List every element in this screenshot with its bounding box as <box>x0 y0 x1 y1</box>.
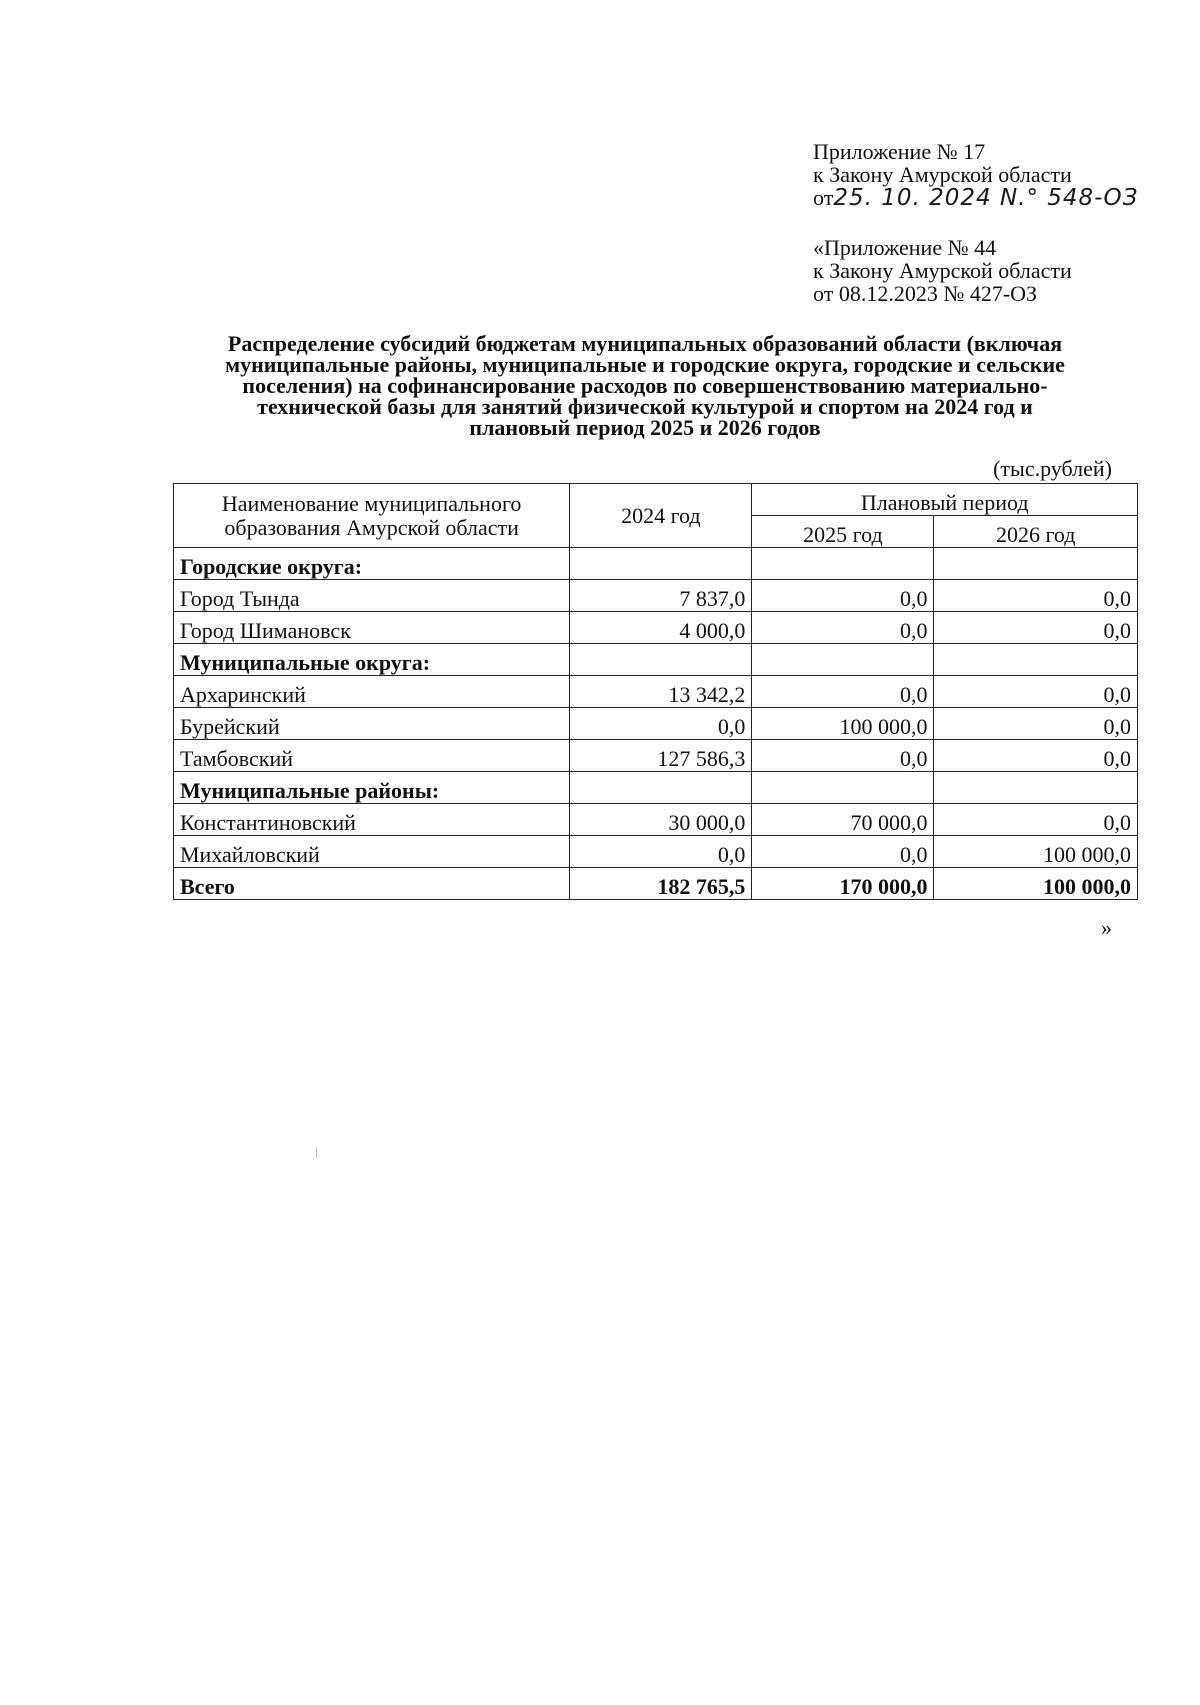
row-value-2025: 0,0 <box>752 836 934 868</box>
row-name: Архаринский <box>174 676 570 708</box>
row-name: Городские округа: <box>174 548 570 580</box>
row-value-2026 <box>934 772 1138 804</box>
table-row <box>174 740 1138 772</box>
row-value-2025 <box>752 644 934 676</box>
table-row <box>174 772 1138 804</box>
closing-quote: » <box>1101 915 1112 940</box>
row-value-2025: 100 000,0 <box>752 708 934 740</box>
table-row <box>174 708 1138 740</box>
row-value-2025 <box>752 772 934 804</box>
row-name: Всего <box>174 868 570 900</box>
row-name: Михайловский <box>174 836 570 868</box>
title-line-2: муниципальные районы, муниципальные и городские округа, городские и сельские <box>225 352 1065 377</box>
annex-current-line2: к Закону Амурской области <box>813 162 1072 187</box>
row-name: Муниципальные округа: <box>174 644 570 676</box>
header-2025: 2025 год <box>752 516 934 548</box>
row-value-2026: 0,0 <box>934 708 1138 740</box>
annex-previous-line1: «Приложение № 44 <box>813 235 997 260</box>
row-value-2024: 7 837,0 <box>570 580 752 612</box>
annex-current-line3 <box>813 186 1138 210</box>
table-row <box>174 644 1138 676</box>
row-value-2024: 0,0 <box>570 708 752 740</box>
row-value-2026: 0,0 <box>934 740 1138 772</box>
annex-current-line1: Приложение № 17 <box>813 139 986 164</box>
table-row <box>174 612 1138 644</box>
row-name: Город Шимановск <box>174 612 570 644</box>
header-planned-period: Плановый период <box>752 484 1138 516</box>
row-value-2024 <box>570 772 752 804</box>
subsidy-table <box>173 483 1138 900</box>
row-value-2025: 0,0 <box>752 580 934 612</box>
row-value-2025: 70 000,0 <box>752 804 934 836</box>
units-label: (тыс.рублей) <box>993 456 1112 481</box>
row-name: Бурейский <box>174 708 570 740</box>
annex-previous <box>813 236 1072 305</box>
row-value-2026 <box>934 644 1138 676</box>
title-line-4: технической базы для занятий физической культурой и спортом на 2024 год и <box>257 394 1033 419</box>
header-2026: 2026 год <box>934 516 1138 548</box>
row-name: Тамбовский <box>174 740 570 772</box>
row-value-2024: 4 000,0 <box>570 612 752 644</box>
row-value-2025: 170 000,0 <box>752 868 934 900</box>
scan-speck <box>316 1148 317 1158</box>
table-row <box>174 548 1138 580</box>
handwritten-date-number: 25. 10. 2024 N.° 548-ОЗ <box>833 185 1139 211</box>
table-row <box>174 676 1138 708</box>
header-name <box>174 484 570 548</box>
row-value-2026: 0,0 <box>934 676 1138 708</box>
row-value-2026: 0,0 <box>934 612 1138 644</box>
row-value-2025: 0,0 <box>752 740 934 772</box>
table-row <box>174 804 1138 836</box>
row-value-2024: 13 342,2 <box>570 676 752 708</box>
row-value-2026: 0,0 <box>934 580 1138 612</box>
table-row <box>174 836 1138 868</box>
annex-current <box>813 140 1138 210</box>
row-name: Муниципальные районы: <box>174 772 570 804</box>
row-value-2026: 100 000,0 <box>934 868 1138 900</box>
header-row-1 <box>174 484 1138 516</box>
row-value-2024 <box>570 644 752 676</box>
row-value-2025: 0,0 <box>752 676 934 708</box>
document-title <box>170 333 1120 438</box>
row-name: Город Тында <box>174 580 570 612</box>
row-value-2024: 127 586,3 <box>570 740 752 772</box>
annex-current-date-prefix: от <box>813 185 834 210</box>
table-row-total <box>174 868 1138 900</box>
header-2024: 2024 год <box>570 484 752 548</box>
header-name-line2: образования Амурской области <box>224 514 519 540</box>
row-value-2026: 0,0 <box>934 804 1138 836</box>
row-value-2024: 182 765,5 <box>570 868 752 900</box>
title-line-1: Распределение субсидий бюджетам муниципальных образований области (включая <box>227 331 1063 356</box>
row-value-2025: 0,0 <box>752 612 934 644</box>
header-name-line1: Наименование муниципального <box>221 490 522 516</box>
row-name: Константиновский <box>174 804 570 836</box>
row-value-2025 <box>752 548 934 580</box>
title-line-5: плановый период 2025 и 2026 годов <box>469 415 821 440</box>
annex-previous-line2: к Закону Амурской области <box>813 258 1072 283</box>
title-line-3: поселения) на софинансирование расходов по совершенствованию материально- <box>242 373 1048 398</box>
row-value-2026 <box>934 548 1138 580</box>
row-value-2026: 100 000,0 <box>934 836 1138 868</box>
row-value-2024: 30 000,0 <box>570 804 752 836</box>
row-value-2024 <box>570 548 752 580</box>
table-row <box>174 580 1138 612</box>
annex-previous-line3: от 08.12.2023 № 427-ОЗ <box>813 281 1038 306</box>
row-value-2024: 0,0 <box>570 836 752 868</box>
